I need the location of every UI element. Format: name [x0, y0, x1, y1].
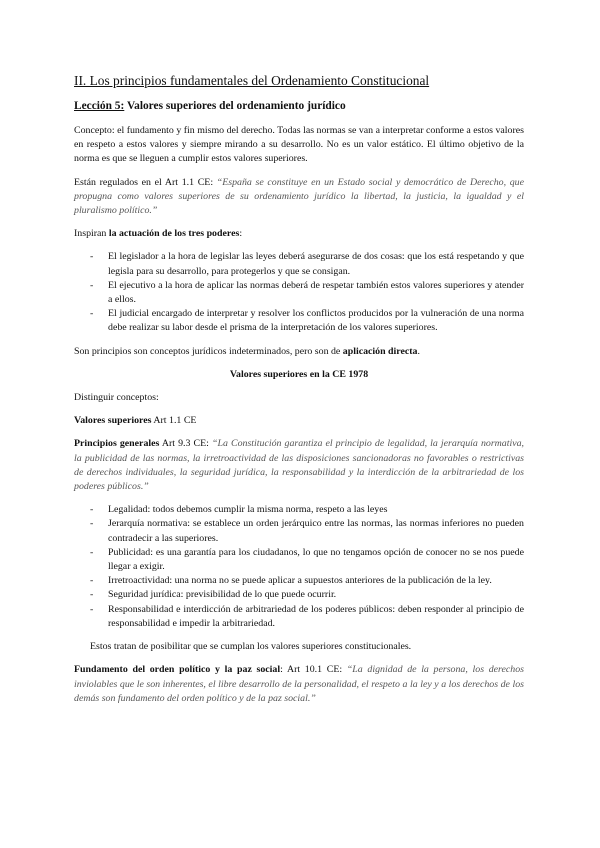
powers-intro-bold: la actuación de los tres poderes — [108, 228, 240, 240]
purpose-paragraph: Estos tratan de posibilitar que se cumplan los valores superiores constitucionales. — [90, 641, 412, 653]
foundation-quote: “La dignidad de la persona, los derechos inviolables que le son inherentes, el libre desarrollo de la personalidad, el respeto a la ley y a los derechos de los demás son fundamento del orden político y de la paz social.” — [74, 664, 524, 704]
powers-list — [74, 250, 524, 335]
superior-values-bold: Valores superiores — [74, 415, 152, 427]
principles-paragraph — [74, 345, 524, 359]
superior-values-text: Art 1.1 CE — [151, 415, 197, 427]
lesson-number: Lección 5: — [74, 100, 125, 112]
subtitle: Valores superiores en la CE 1978 — [229, 368, 369, 380]
list-item: - Responsabilidad e interdicción de arbitrariedad de los poderes públicos: deben responder al principio de responsabilidad e impedir la arbitrariedad. — [74, 603, 524, 631]
general-principles-bold: Principios generales — [74, 438, 160, 450]
regulation-text: Están regulados en el Art 1.1 CE: — [74, 176, 217, 188]
distinguish-paragraph: Distinguir conceptos: — [74, 392, 159, 404]
concept-paragraph: Concepto: el fundamento y fin mismo del derecho. Todas las normas se van a interpretar conforme a estos valores en respeto a estos valores y siempre mirando a su desarrollo. No es un valor estático. El último objetivo de la norma es que se lleguen a cumplir estos valores superiores. — [74, 125, 524, 165]
foundation-text: : Art 10.1 CE: — [280, 664, 347, 676]
list-item: - El legislador a la hora de legislar las leyes deberá asegurarse de dos cosas: que los está respetando y que legisla para su desarrollo, para protegerlos y que se consigan. — [74, 250, 524, 278]
principles-bold: aplicación directa — [342, 345, 418, 357]
principles-text: Son principios son conceptos jurídicos indeterminados, pero son de — [74, 345, 343, 357]
regulation-paragraph — [74, 176, 524, 219]
powers-intro-text: Inspiran — [74, 228, 109, 240]
section-title: II. Los principios fundamentales del Ordenamiento Constitucional — [74, 73, 430, 88]
foundation-paragraph — [74, 663, 524, 706]
general-principles-paragraph — [74, 437, 524, 494]
superior-values-line — [74, 414, 524, 428]
general-principles-text: Art 9.3 CE: — [159, 438, 212, 450]
document-page — [74, 72, 524, 715]
lesson-name: Valores superiores del ordenamiento jurídico — [124, 100, 346, 112]
foundation-bold: Fundamento del orden político y la paz social — [74, 664, 281, 676]
lesson-heading — [74, 99, 524, 114]
powers-intro — [74, 227, 524, 241]
general-principles-quote: “La Constitución garantiza el principio de legalidad, la jerarquía normativa, la publicidad de las normas, la irretroactividad de las disposiciones sancionadoras no favorables o restrictivas de derechos individuales, la seguridad jurídica, la responsabilidad y la interdicción de la arbitrariedad de los poderes públicos.” — [74, 438, 525, 493]
principles-list — [74, 503, 524, 631]
list-item: - Irretroactividad: una norma no se puede aplicar a supuestos anteriores de la publicación de la ley. — [74, 574, 524, 588]
list-item: - El judicial encargado de interpretar y resolver los conflictos producidos por la vulneración de una norma debe realizar su labor desde el prisma de la interpretación de los valores superiores. — [74, 307, 524, 335]
list-item: - Legalidad: todos debemos cumplir la misma norma, respeto a las leyes — [74, 503, 524, 517]
list-item: - Seguridad jurídica: previsibilidad de lo que puede ocurrir. — [74, 588, 524, 602]
article-quote: “España se constituye en un Estado social y democrático de Derecho, que propugna como valores superiores de su ordenamiento jurídico la libertad, la justicia, la igualdad y el pluralismo político.” — [74, 176, 525, 217]
list-item: - El ejecutivo a la hora de aplicar las normas deberá de respetar también estos valores superiores y atender a ellos. — [74, 279, 524, 307]
list-item: - Publicidad: es una garantía para los ciudadanos, lo que no tengamos opción de conocer no se nos puede llegar a exigir. — [74, 546, 524, 574]
powers-intro-end: : — [239, 228, 243, 240]
principles-end: . — [417, 345, 420, 357]
list-item: - Jerarquía normativa: se establece un orden jerárquico entre las normas, las normas inferiores no pueden contradecir a las superiores. — [74, 517, 524, 545]
